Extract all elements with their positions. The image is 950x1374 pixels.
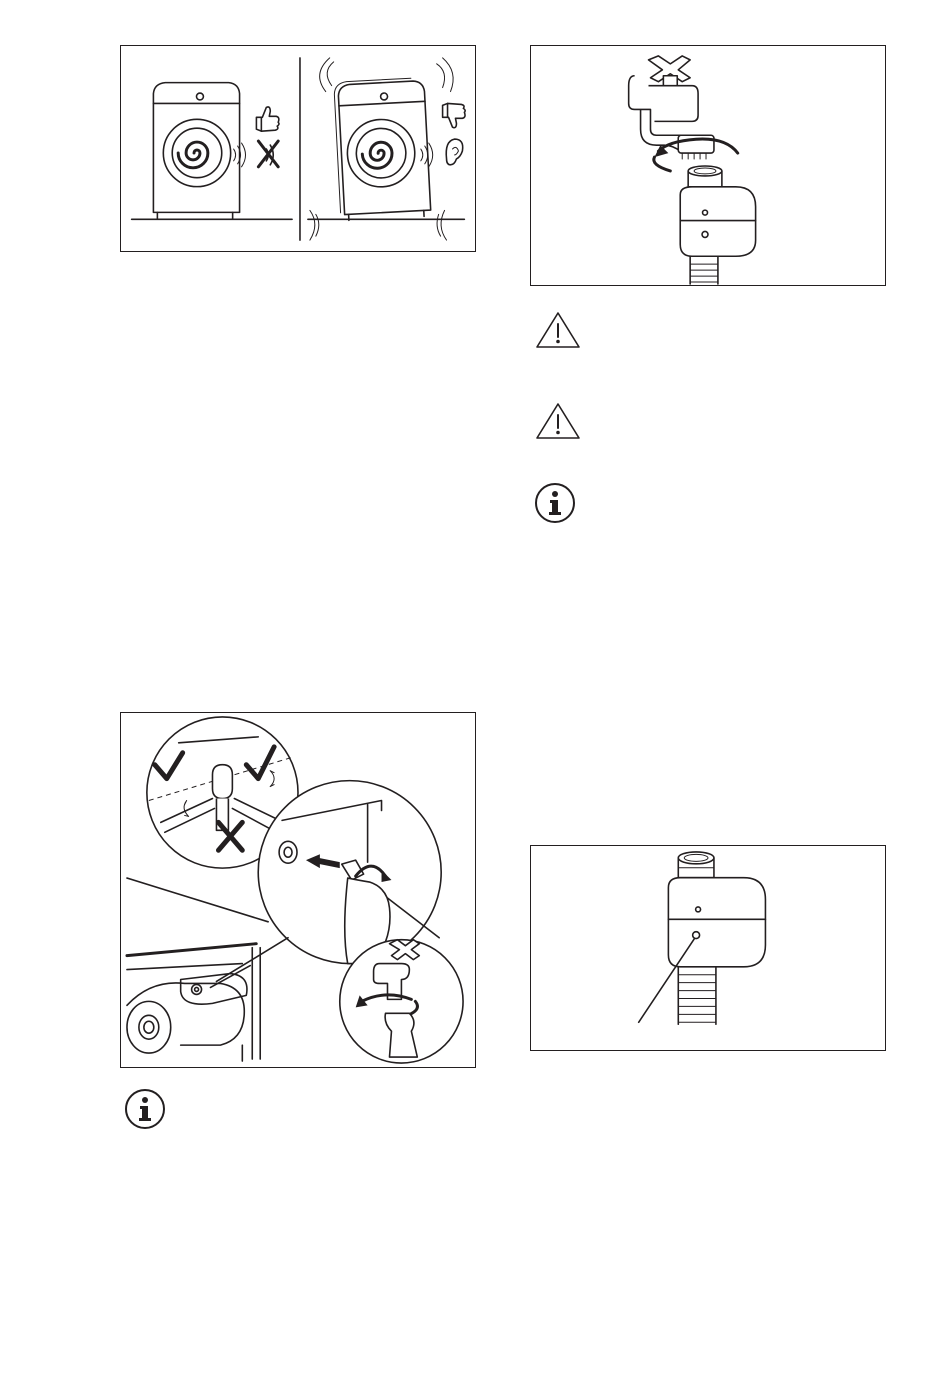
vibrating-washing-machine-icon [334,78,431,221]
figure-tap-thread [530,45,886,286]
figure-machine-level [120,45,476,252]
figure-valve-window [530,845,886,1051]
tap-thread-illustration [531,46,885,285]
warning-triangle-icon [534,401,582,441]
cross-icon [218,822,242,850]
valve-window-illustration [531,846,885,1050]
indicator-window-icon [693,932,700,939]
figure-tap-connect [120,712,476,1068]
hose-safety-valve-icon [668,852,765,1024]
ear-icon [446,139,463,165]
hose-safety-valve-icon [680,166,755,284]
tap-connect-illustration [121,713,475,1067]
hose-connect-detail [258,781,441,964]
thumbs-down-icon [443,103,466,127]
info-icon [534,482,576,524]
warning-triangle-icon [534,310,582,350]
check-icon [246,747,274,779]
info-icon [124,1088,166,1130]
thumbs-up-icon [256,107,279,131]
washing-machine-icon [153,83,239,219]
check-icon [155,753,183,779]
no-sound-icon [258,141,278,167]
machine-level-illustration [121,46,475,251]
tap-detail [340,940,463,1063]
indicator-callout-line [639,939,694,1022]
machine-rear-outline [127,878,268,1061]
